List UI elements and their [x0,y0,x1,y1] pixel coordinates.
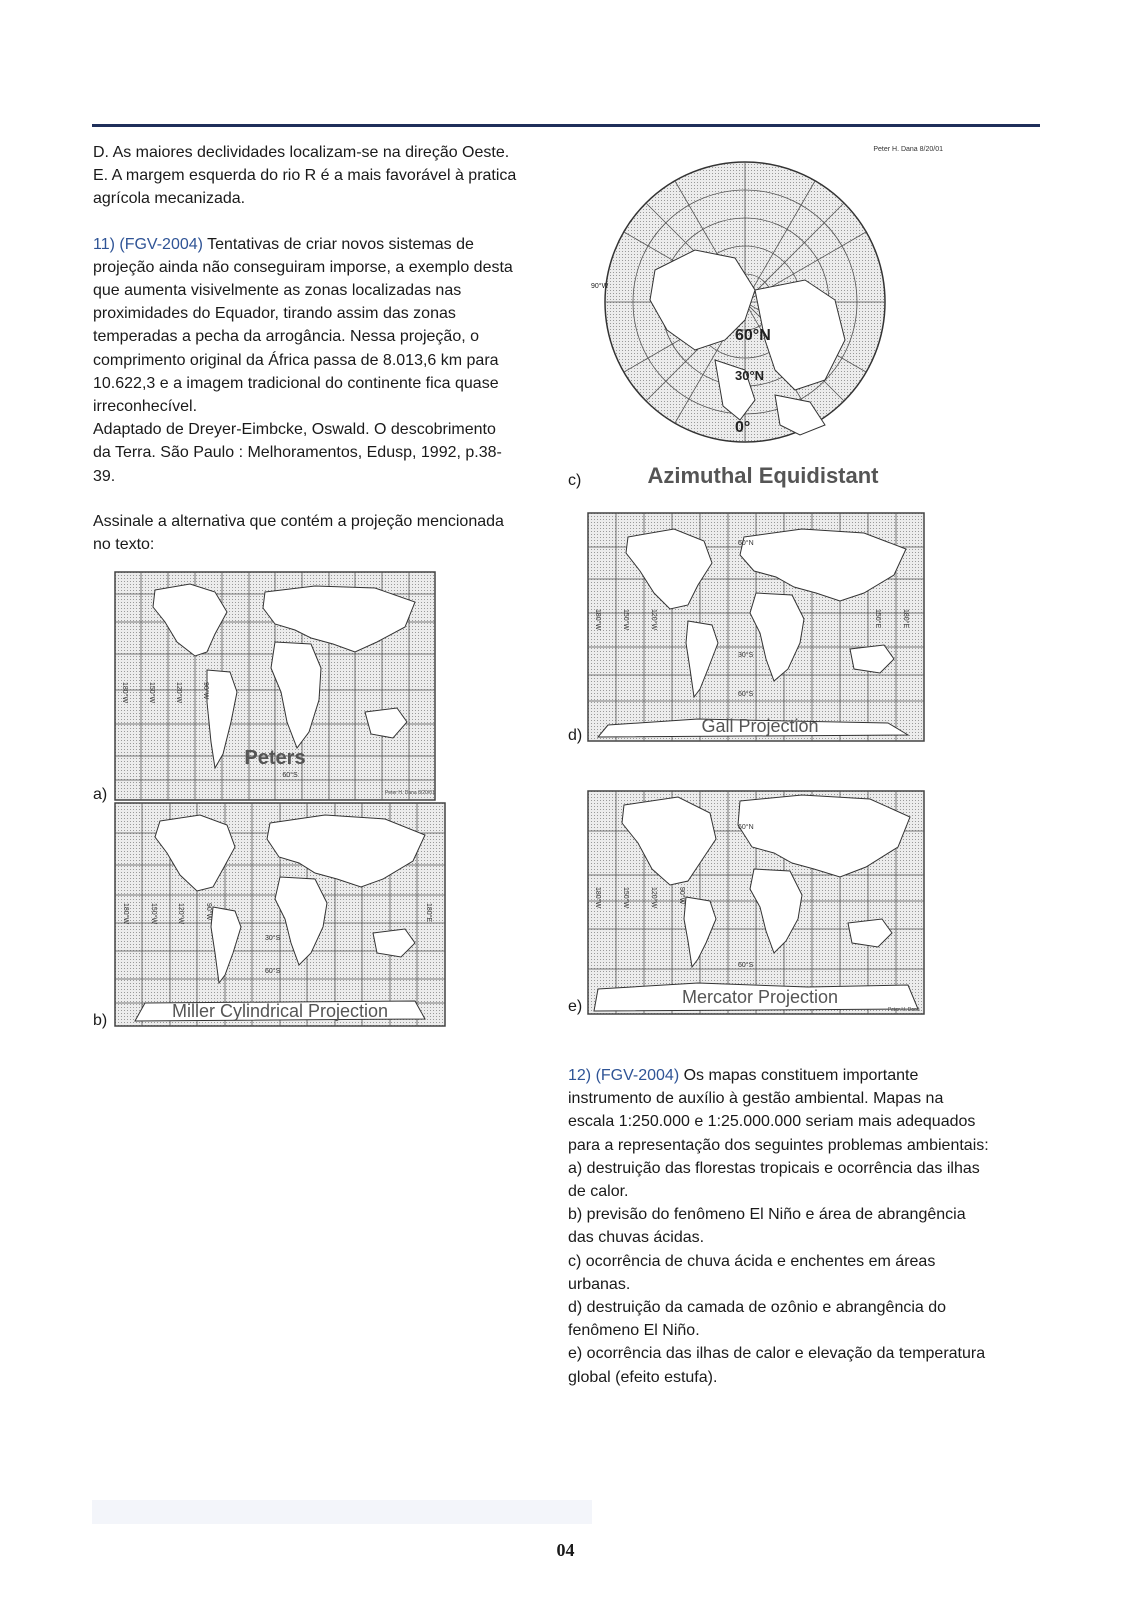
q12-option-e-cont: global (efeito estufa). [568,1368,718,1386]
map-b-title: Miller Cylindrical Projection [171,1001,389,1021]
q12-first-text: Os mapas constituem importante [679,1067,919,1084]
map-b-lon: 90°W [205,903,212,921]
q11-line: projeção ainda não conseguiram imporse, a exemplo desta [93,258,513,276]
map-a-lon: 180°W [121,682,128,704]
map-e-lon: 150°W [622,887,629,909]
map-d-lon: 180°W [594,609,601,631]
q11-number: 11) (FGV-2004) [93,235,203,253]
map-b-lat: 30°S [265,935,281,942]
map-c-label: 60°N [735,327,771,344]
map-gall [588,513,924,741]
map-miller [115,803,445,1026]
left-column-text [93,141,553,556]
map-a-lon: 120°W [175,682,182,704]
map-d-lon: 150°E [874,609,881,629]
option-e-line-2: agrícola mecanizada. [93,190,246,208]
q11-line: comprimento original da África passa de 8.013,6 km para [93,351,499,369]
q11-line: proximidades do Equador, tirando assim das zonas [93,305,456,323]
map-a-lon: 90°W [202,682,209,700]
q11-source-line: Adaptado de Dreyer-Eimbcke, Oswald. O descobrimento [93,421,496,439]
map-a-lon: 150°W [148,682,155,704]
map-b-lon: 180°W [122,903,129,925]
q12-option-b: b) previsão do fenômeno El Niño e área de abrangência [568,1206,966,1224]
map-d-lat: 60°S [738,691,754,698]
q11-line: temperadas a pecha da arrogância. Nessa projeção, o [93,328,480,346]
instruction-line: no texto: [93,536,155,554]
map-e-title: Mercator Projection [681,987,839,1007]
map-c-letter: c) [568,472,582,489]
map-b-lon: 180°E [425,903,432,923]
map-azimuthal [591,140,955,492]
map-d-lat: 30°S [738,652,754,659]
map-a-credit: Peter H. Dana 8/20/01 [385,790,435,796]
map-b-letter: b) [93,1012,108,1029]
map-d-lon: 180°E [902,609,909,629]
option-d-line: D. As maiores declividades localizam-se na direção Oeste. [93,144,510,161]
q12-number: 12) (FGV-2004) [568,1067,680,1084]
option-e-line-1: E. A margem esquerda do rio R é a mais favorável à pratica [93,167,517,185]
q12-first-line [568,1064,1038,1087]
header-rule [92,124,1040,127]
q12-line: para a representação dos seguintes problemas ambientais: [568,1136,989,1154]
q12-option-a-cont: de calor. [568,1183,629,1201]
q11-line: irreconhecível. [93,398,198,416]
map-e-lat: 60°N [738,824,754,831]
page-number: 04 [556,1540,575,1560]
map-e-lon: 180°W [594,887,601,909]
q12-option-b-cont: das chuvas ácidas. [568,1229,705,1247]
q11-line: 10.622,3 e a imagem tradicional do continente fica quase [93,374,499,392]
map-d-letter: d) [568,727,583,744]
map-a-letter: a) [93,786,108,803]
map-c-title: Azimuthal Equidistant [647,463,879,488]
q11-line: que aumenta visivelmente as zonas localizadas nas [93,282,462,300]
map-d-lon: 150°W [622,609,629,631]
map-peters [115,572,435,800]
map-b-lat: 60°S [265,968,281,975]
q12-option-d: d) destruição da camada de ozônio e abrangência do [568,1299,947,1317]
map-c-label: 30°N [735,368,765,383]
map-b-lon: 120°W [177,903,184,925]
q11-first-line [93,233,553,256]
map-a-lat: 60°S [282,772,298,779]
q11-source-line: da Terra. São Paulo : Melhoramentos, Edusp, 1992, p.38- [93,444,502,462]
map-mercator [588,791,924,1014]
map-e-letter: e) [568,998,583,1015]
q11-first-text: Tentativas de criar novos sistemas de [202,235,474,253]
q12-option-c-cont: urbanas. [568,1275,631,1293]
q12-line: escala 1:250.000 e 1:25.000.000 seriam mais adequados [568,1113,976,1131]
q12-text [568,1064,1038,1389]
map-d-title: Gall Projection [701,716,819,736]
map-e-credit: Peter H. Dana [888,1007,920,1013]
q12-line: instrumento de auxílio à gestão ambiental. Mapas na [568,1090,944,1108]
q12-option-d-cont: fenômeno El Niño. [568,1322,700,1340]
map-e-lat: 60°S [738,962,754,969]
map-b-lon: 150°W [150,903,157,925]
map-c-label: 0° [735,419,751,436]
map-e-lon: 90°W [678,887,685,905]
map-c-label: 90°W [591,283,609,290]
q12-option-a: a) destruição das florestas tropicais e ocorrência das ilhas [568,1159,980,1177]
map-d-lon: 120°W [650,609,657,631]
map-d-lat: 60°N [738,540,754,547]
q12-option-c: c) ocorrência de chuva ácida e enchentes em áreas [568,1252,936,1270]
map-a-title: Peters [244,747,306,769]
q11-source-line: 39. [93,467,116,485]
map-c-credit: Peter H. Dana 8/20/01 [873,146,943,153]
footer-watermark [92,1500,592,1524]
map-e-lon: 120°W [650,887,657,909]
instruction-line: Assinale a alternativa que contém a projeção mencionada [93,512,504,530]
q12-option-e: e) ocorrência das ilhas de calor e elevação da temperatura [568,1345,986,1363]
